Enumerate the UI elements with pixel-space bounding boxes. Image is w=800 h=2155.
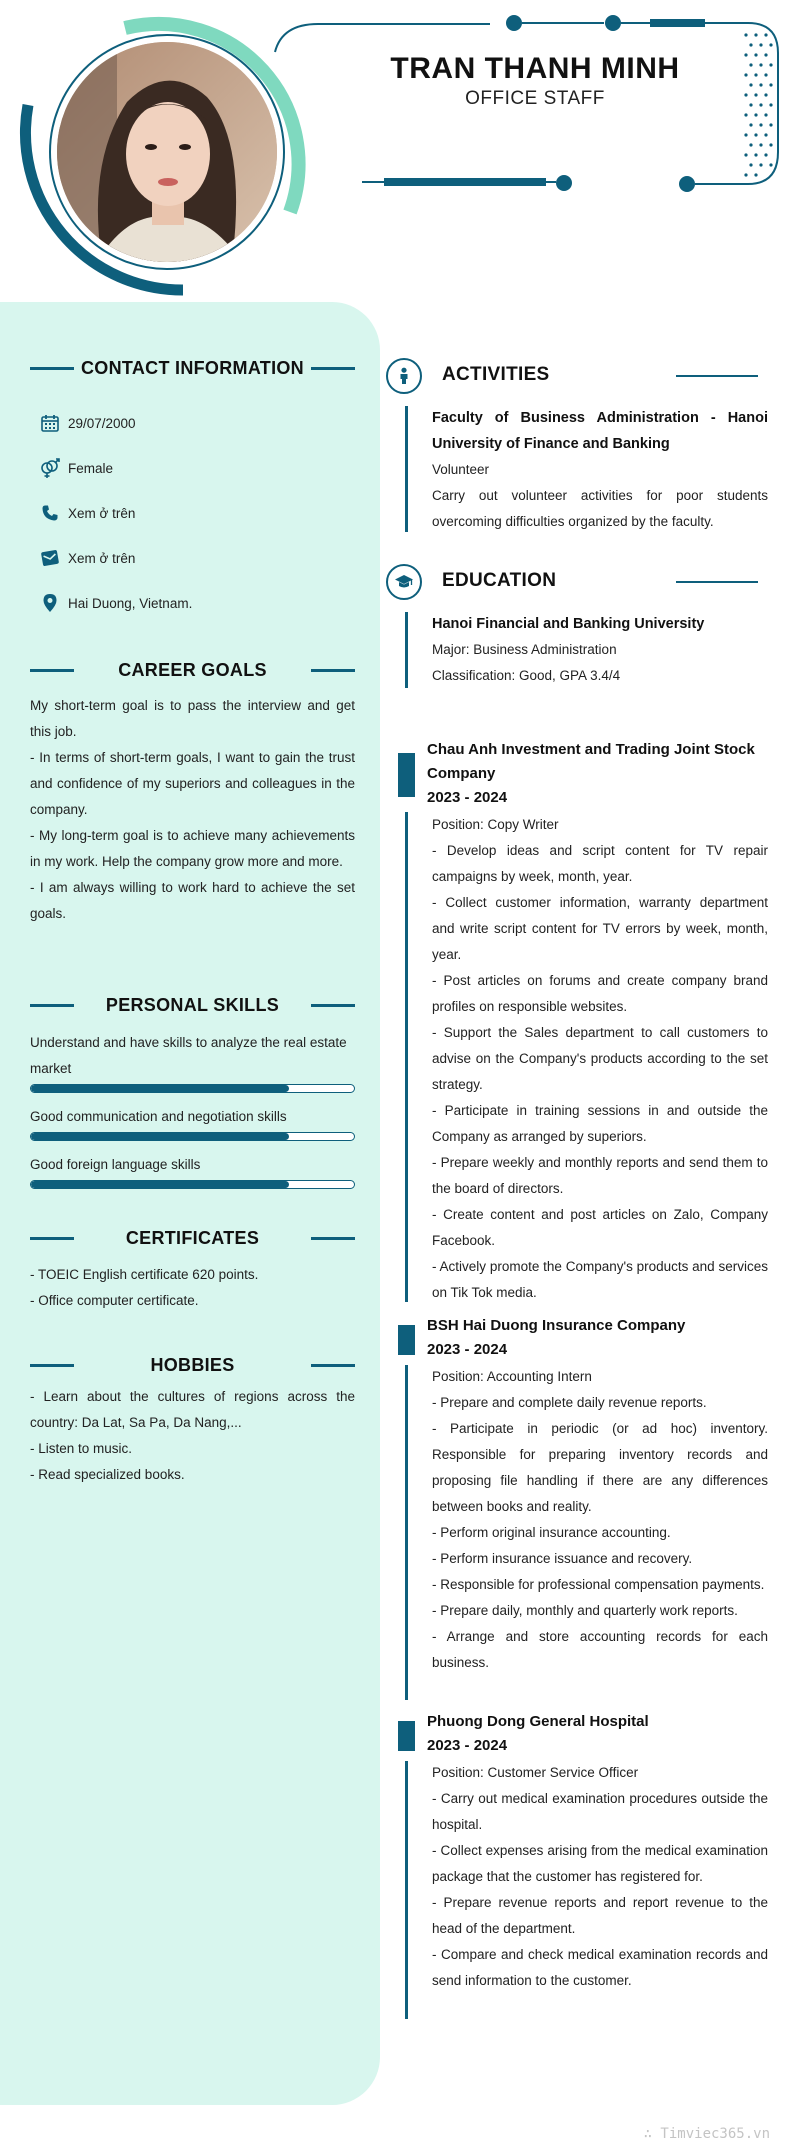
job-header <box>427 1314 772 1362</box>
activities-title: ACTIVITIES <box>442 364 550 385</box>
heading-line <box>676 581 758 583</box>
activity-role: Volunteer <box>432 462 490 477</box>
name-block <box>360 52 710 110</box>
activity-description: Carry out volunteer activities for poor students overcoming difficulties organized by the faculty. <box>432 488 768 529</box>
email-icon <box>38 546 62 570</box>
job-timeline <box>405 812 408 1302</box>
calendar-icon <box>38 411 62 435</box>
contact-value: Hai Duong, Vietnam. <box>68 595 193 611</box>
skill-bar-fill <box>31 1181 289 1188</box>
job-duty: - Collect expenses arising from the medical examination package that the customer has registered for. <box>432 1843 768 1884</box>
contact-value: 29/07/2000 <box>68 415 136 431</box>
job-company: BSH Hai Duong Insurance Company <box>427 1317 686 1334</box>
job-duty: - Perform original insurance accounting. <box>432 1525 671 1540</box>
skill-bar-fill <box>31 1085 289 1092</box>
activity-organization: Faculty of Business Administration - Hanoi University of Finance and Banking <box>432 410 768 452</box>
contact-gender <box>38 453 113 483</box>
job-duty: - Prepare revenue reports and report revenue to the head of the department. <box>432 1895 768 1936</box>
job-duty: - Prepare daily, monthly and quarterly work reports. <box>432 1603 738 1618</box>
skill-bar-track <box>30 1132 355 1141</box>
activities-content <box>432 405 768 535</box>
job-duty: - Compare and check medical examination records and send information to the customer. <box>432 1947 768 1988</box>
graduation-cap-icon <box>386 564 422 600</box>
hobbies-title: HOBBIES <box>150 1354 235 1375</box>
job-duty: - Support the Sales department to call customers to advise on the Company's products according to the set strategy. <box>432 1025 768 1092</box>
skill-item <box>30 1104 355 1141</box>
certificates-title: CERTIFICATES <box>125 1227 260 1248</box>
certificate-line: - Office computer certificate. <box>30 1293 199 1308</box>
contact-value: Female <box>68 460 114 476</box>
education-title: EDUCATION <box>442 570 557 591</box>
skill-bar-fill <box>31 1133 289 1140</box>
job-duty: - Post articles on forums and create company brand profiles on responsible websites. <box>432 973 768 1014</box>
job-company: Phuong Dong General Hospital <box>427 1713 649 1730</box>
contact-address <box>38 588 192 618</box>
job-duty: - Participate in periodic (or ad hoc) inventory. Responsible for preparing inventory records and proposing file handling if there are any differences between books and reality. <box>432 1421 768 1514</box>
gender-icon <box>38 456 62 480</box>
job-duty: - Create content and post articles on Zalo, Company Facebook. <box>432 1207 768 1248</box>
skill-label: Good foreign language skills <box>30 1157 201 1172</box>
hobbies-heading <box>30 1350 355 1380</box>
heading-bar-left <box>30 367 74 370</box>
skill-bar-track <box>30 1180 355 1189</box>
job-duty: - Arrange and store accounting records for each business. <box>432 1629 768 1670</box>
hobbies-text <box>30 1384 355 1488</box>
personal-skills-heading <box>30 990 355 1020</box>
job-timeline <box>405 1365 408 1700</box>
job-duty: - Carry out medical examination procedures outside the hospital. <box>432 1791 768 1832</box>
location-pin-icon <box>38 591 62 615</box>
watermark: ∴ Timviec365.vn <box>643 2126 770 2142</box>
career-goals-title: CAREER GOALS <box>118 659 267 680</box>
contact-value: Xem ở trên <box>68 550 136 566</box>
person-icon <box>386 358 422 394</box>
job-period: 2023 - 2024 <box>427 1737 508 1754</box>
contact-email <box>38 543 135 573</box>
job-duty: - Prepare and complete daily revenue reports. <box>432 1395 707 1410</box>
job-description <box>432 1364 768 1676</box>
career-goals-heading <box>30 655 355 685</box>
heading-bar-right <box>311 1364 355 1367</box>
job-duty: - Perform insurance issuance and recovery. <box>432 1551 693 1566</box>
career-goal-line: - My long-term goal is to achieve many achievements in my work. Help the company grow more and more. <box>30 828 355 869</box>
cv-header <box>0 0 800 300</box>
heading-bar-right <box>311 367 355 370</box>
hobby-line: - Learn about the cultures of regions across the country: Da Lat, Sa Pa, Da Nang,... <box>30 1389 355 1430</box>
job-duty: - Participate in training sessions in and outside the Company as arranged by superiors. <box>432 1103 768 1144</box>
job-duty: - Prepare weekly and monthly reports and send them to the board of directors. <box>432 1155 768 1196</box>
job-header <box>427 1710 772 1758</box>
education-timeline <box>405 612 408 688</box>
job-marker <box>398 753 415 797</box>
heading-bar-right <box>311 1237 355 1240</box>
heading-bar-left <box>30 669 74 672</box>
certificates-heading <box>30 1223 355 1253</box>
phone-icon <box>38 501 62 525</box>
hobby-line: - Listen to music. <box>30 1441 133 1456</box>
dot-pattern <box>744 33 772 176</box>
full-name: TRAN THANH MINH <box>390 52 680 85</box>
education-classification: Classification: Good, GPA 3.4/4 <box>432 668 621 683</box>
career-goal-line: - In terms of short-term goals, I want to gain the trust and confidence of my superiors and colleagues in the company. <box>30 750 355 817</box>
job-duty: - Actively promote the Company's products and services on Tik Tok media. <box>432 1259 768 1300</box>
certificates-text <box>30 1262 355 1314</box>
job-position: Position: Copy Writer <box>432 817 559 832</box>
heading-bar-left <box>30 1237 74 1240</box>
job-marker <box>398 1325 415 1355</box>
job-position: Position: Customer Service Officer <box>432 1765 639 1780</box>
job-description <box>432 812 768 1306</box>
skill-item <box>30 1152 355 1189</box>
education-major: Major: Business Administration <box>432 642 617 657</box>
contact-value: Xem ở trên <box>68 505 136 521</box>
contact-heading <box>30 353 355 383</box>
heading-bar-left <box>30 1004 74 1007</box>
career-goals-text <box>30 693 355 927</box>
skill-bar-track <box>30 1084 355 1093</box>
job-title: OFFICE STAFF <box>465 88 605 109</box>
activities-heading <box>386 358 758 394</box>
education-school: Hanoi Financial and Banking University <box>432 616 705 632</box>
job-period: 2023 - 2024 <box>427 789 508 806</box>
career-goal-line: - I am always willing to work hard to achieve the set goals. <box>30 880 355 921</box>
certificate-line: - TOEIC English certificate 620 points. <box>30 1267 259 1282</box>
job-duty: - Collect customer information, warranty department and write script content for TV errors by week, month, year. <box>432 895 768 962</box>
job-position: Position: Accounting Intern <box>432 1369 592 1384</box>
heading-bar-right <box>311 669 355 672</box>
job-header <box>427 738 772 810</box>
skill-label: Good communication and negotiation skills <box>30 1109 287 1124</box>
hobby-line: - Read specialized books. <box>30 1467 185 1482</box>
education-heading <box>386 564 758 600</box>
skill-item <box>30 1030 355 1093</box>
personal-skills-title: PERSONAL SKILLS <box>105 994 280 1015</box>
job-duty: - Develop ideas and script content for TV repair campaigns by week, month, year. <box>432 843 768 884</box>
contact-phone <box>38 498 135 528</box>
profile-photo <box>57 42 277 262</box>
job-duty: - Responsible for professional compensation payments. <box>432 1577 765 1592</box>
job-company: Chau Anh Investment and Trading Joint Stock Company <box>427 741 755 782</box>
heading-bar-left <box>30 1364 74 1367</box>
education-content <box>432 611 768 689</box>
job-description <box>432 1760 768 1994</box>
contact-birthday <box>38 408 136 438</box>
job-period: 2023 - 2024 <box>427 1341 508 1358</box>
skill-label: Understand and have skills to analyze the real estate market <box>30 1035 347 1076</box>
contact-title: CONTACT INFORMATION <box>80 357 304 378</box>
career-goal-line: My short-term goal is to pass the interview and get this job. <box>30 698 355 739</box>
heading-bar-right <box>311 1004 355 1007</box>
heading-line <box>676 375 758 377</box>
activities-timeline <box>405 406 408 532</box>
job-timeline <box>405 1761 408 2019</box>
job-marker <box>398 1721 415 1751</box>
